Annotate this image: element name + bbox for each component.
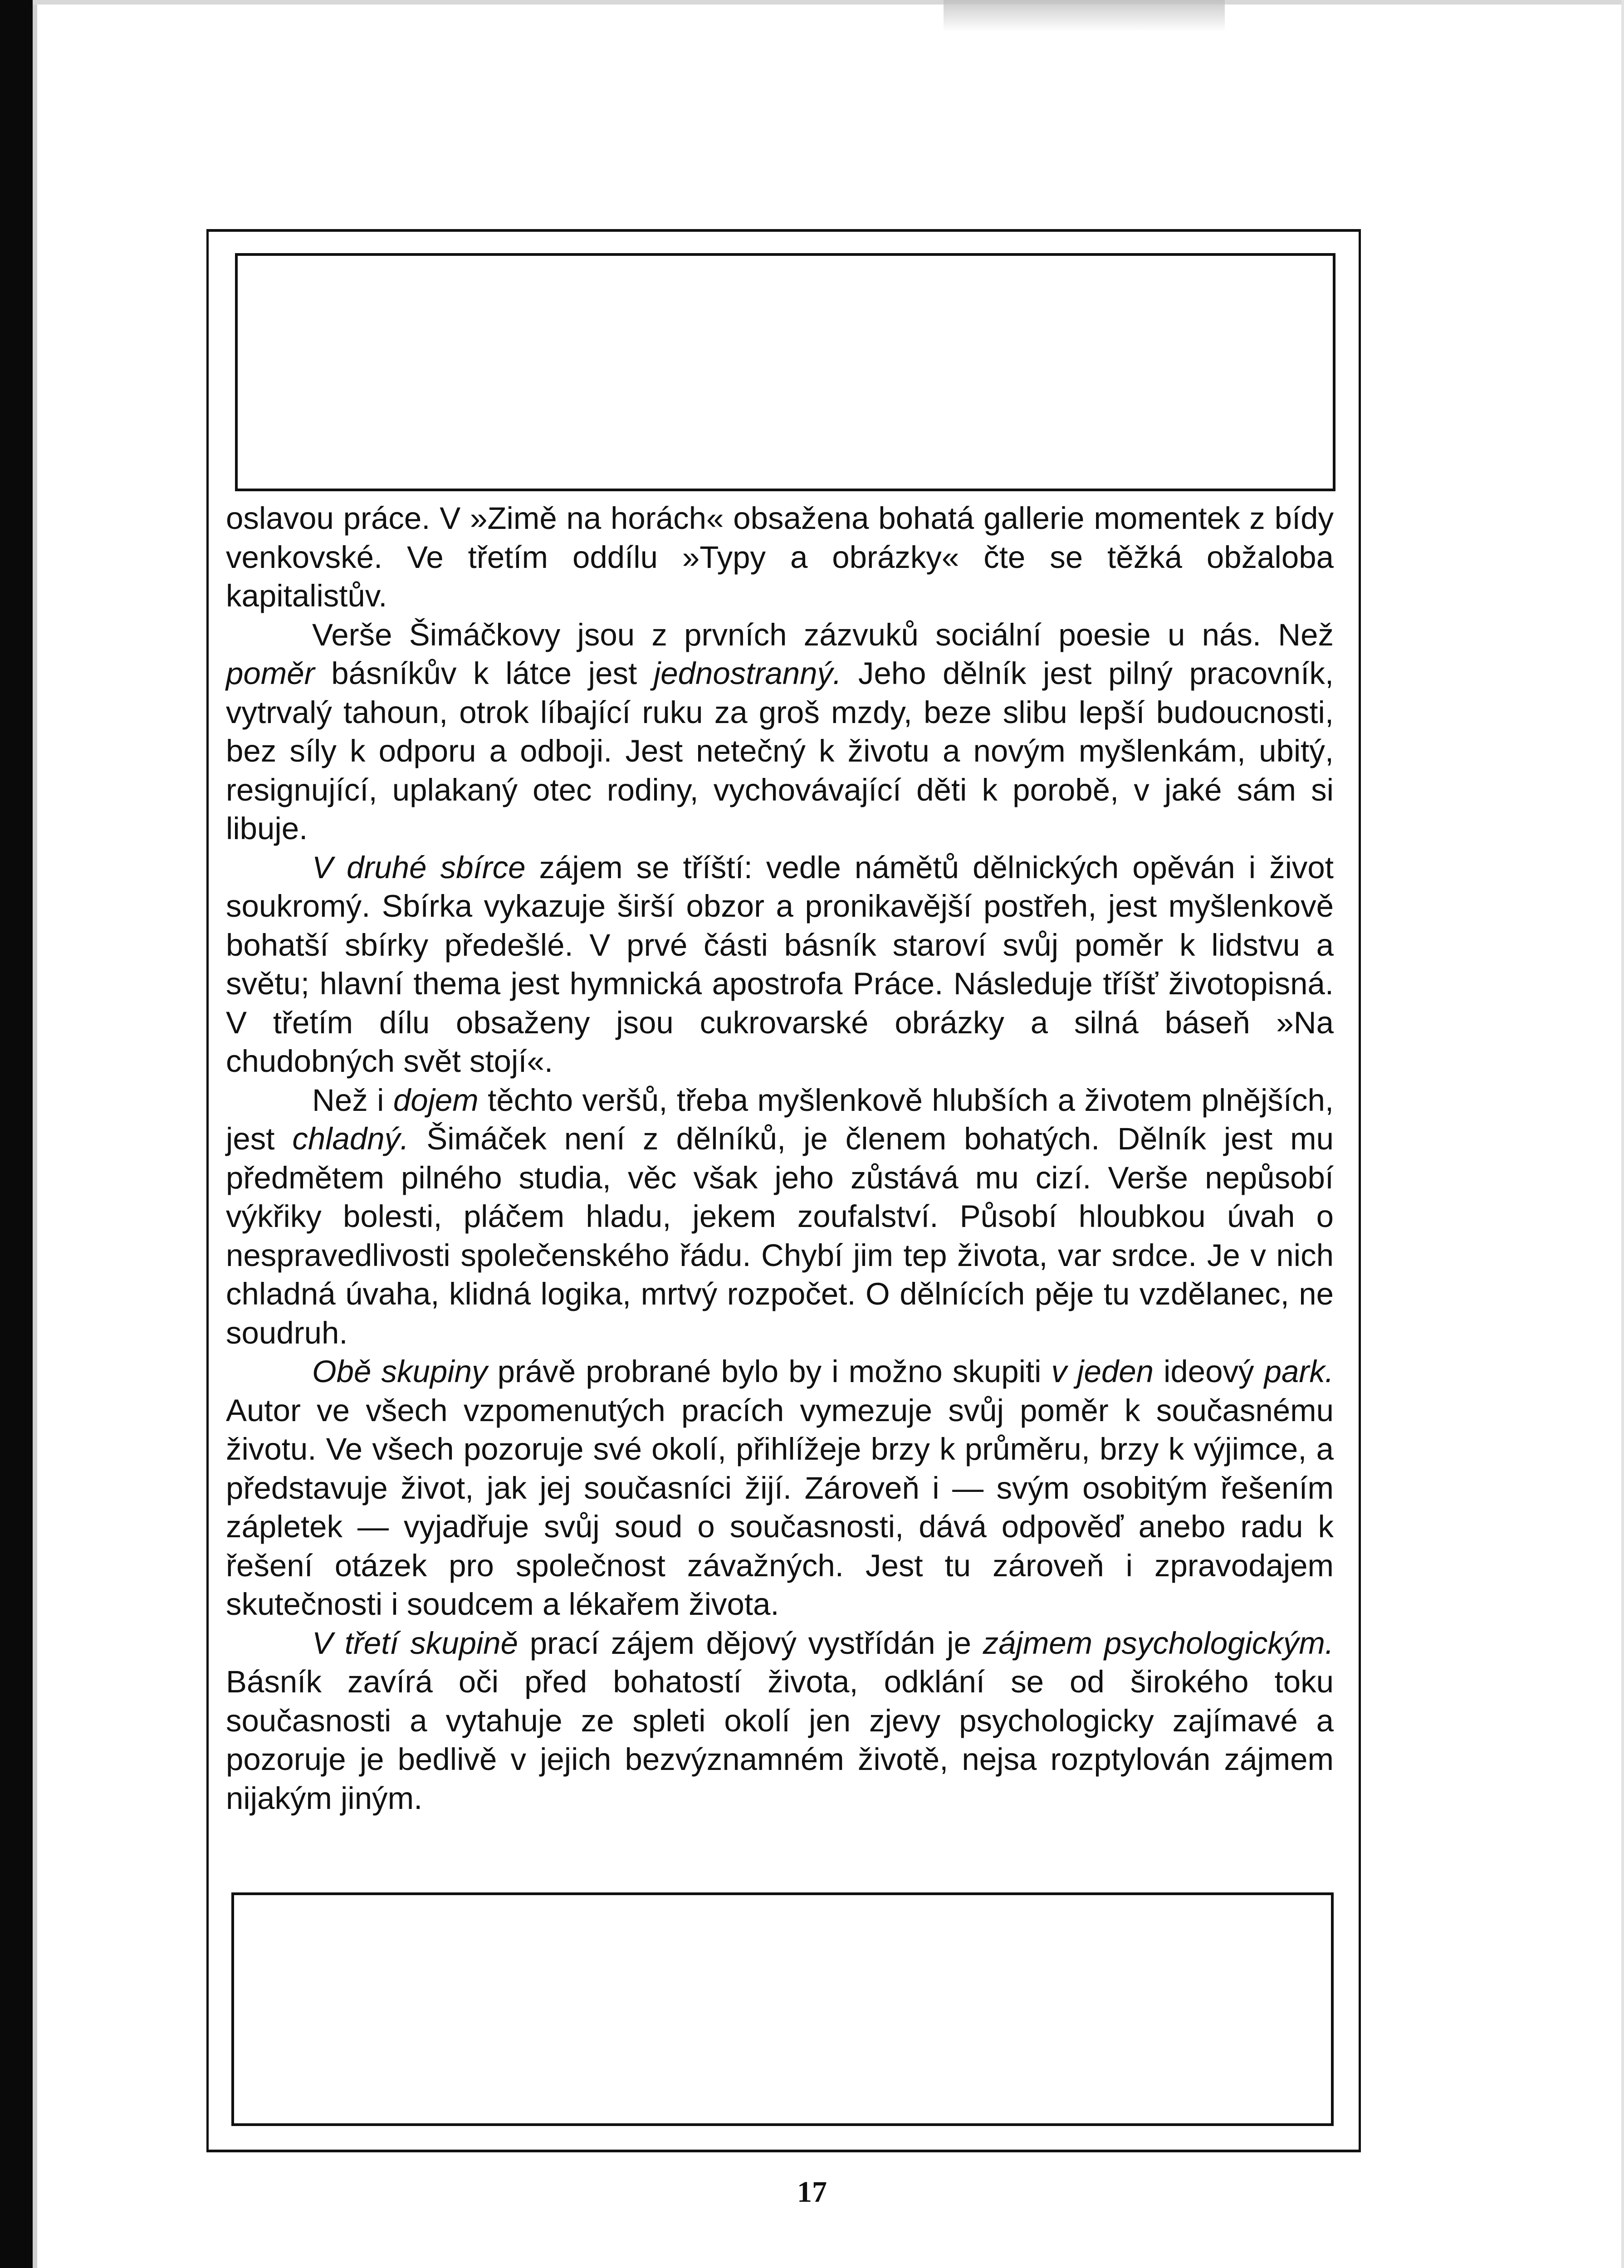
italic-phrase: Obě skupiny bbox=[312, 1354, 488, 1389]
italic-phrase: chladný. bbox=[292, 1121, 409, 1156]
paragraph bbox=[226, 499, 1334, 616]
paragraph bbox=[226, 848, 1334, 1081]
italic-phrase: dojem bbox=[393, 1082, 479, 1118]
top-ornament-box bbox=[235, 253, 1335, 491]
text-run: Než i bbox=[312, 1082, 393, 1118]
paragraph bbox=[226, 1081, 1334, 1353]
scan-top-smudge bbox=[944, 0, 1225, 32]
paragraph bbox=[226, 1352, 1334, 1624]
text-run: Básník zavírá oči před bohatostí života, odklání se od širokého toku současnosti a vytahuje ze spleti okolí jen zjevy psychologicky zajímavé a pozoruje je bedlivě v jejich bezvýznamném životě, nejsa rozptylován zájmem nijakým jiným. bbox=[226, 1664, 1334, 1816]
text-run: oslavou práce. V »Zimě na horách« obsažena bohatá gallerie momentek z bídy venkovské. Ve třetím oddílu »Typy a obrázky« čte se těžká obžaloba kapitalistův. bbox=[226, 501, 1334, 613]
text-run: právě probrané bylo by i možno skupiti bbox=[487, 1354, 1052, 1389]
italic-phrase: poměr bbox=[226, 656, 315, 691]
italic-phrase: zájmem psychologickým. bbox=[983, 1625, 1334, 1661]
text-run: prací zájem dějový vystřídán je bbox=[518, 1625, 983, 1661]
italic-phrase: v jeden bbox=[1051, 1354, 1154, 1389]
text-run: Šimáček není z dělníků, je členem bohatých. Dělník jest mu předmětem pilného studia, věc však jeho zůstává mu cizí. Verše nepůsobí výkřiky bolesti, pláčem hladu, jekem zoufalství. Působí hloubkou úvah o nespravedlivosti společenského řádu. Chybí jim tep života, var srdce. Je v nich chladná úvaha, klidná logika, mrtvý rozpočet. O dělnících pěje tu vzdělanec, ne soudruh. bbox=[226, 1121, 1334, 1350]
scan-left-shadow bbox=[33, 0, 37, 2268]
paragraph bbox=[226, 1624, 1334, 1818]
scan-right-edge bbox=[1621, 0, 1624, 2268]
italic-phrase: V druhé sbírce bbox=[312, 850, 526, 885]
text-run: těchto veršů, třeba myšlenkově hlubších a životem plnějších, jest bbox=[226, 1082, 1334, 1156]
text-run: Autor ve všech vzpomenutých pracích vymezuje svůj poměr k současnému životu. Ve všech pozoruje své okolí, přihlížeje brzy k průměru, brzy k výjimce, a představuje život, jak jej současníci žijí. Zároveň i — svým osobitým řešením zápletek — vyjadřuje svůj soud o současnosti, dává odpověď anebo radu k řešení otázek pro společnost závažných. Jest tu zároveň i zpravodajem skutečnosti i soudcem a lékařem života. bbox=[226, 1393, 1334, 1622]
paragraph bbox=[226, 616, 1334, 848]
text-run: básníkův k látce jest bbox=[314, 656, 654, 691]
text-run: ideový bbox=[1153, 1354, 1264, 1389]
italic-phrase: park. bbox=[1264, 1354, 1334, 1389]
page-number: 17 bbox=[797, 2175, 827, 2209]
body-text bbox=[226, 499, 1334, 1818]
scan-left-border bbox=[0, 0, 33, 2268]
text-run: zájem se tříští: vedle námětů dělnických opěván i život soukromý. Sbírka vykazuje širší obzor a pronikavější postřeh, jest myšlenkově bohatší sbírky předešlé. V prvé části básník staroví svůj poměr k lidstvu a světu; hlavní thema jest hymnická apostrofa Práce. Následuje tříšť životopisná. V třetím dílu obsaženy jsou cukrovarské obrázky a silná báseň »Na chudobných svět stojí«. bbox=[226, 850, 1334, 1079]
text-run: Verše Šimáčkovy jsou z prvních zázvuků sociální poesie u nás. Než bbox=[312, 617, 1334, 652]
italic-phrase: V třetí skupině bbox=[312, 1625, 519, 1661]
text-run: Jeho dělník jest pilný pracovník, vytrvalý tahoun, otrok líbající ruku za groš mzdy, beze slibu lepší budoucnosti, bez síly k odporu a odboji. Jest netečný k životu a novým myšlenkám, ubitý, resignující, uplakaný otec rodiny, vychovávající děti k porobě, v jaké sám si libuje. bbox=[226, 656, 1334, 846]
bottom-ornament-box bbox=[231, 1892, 1334, 2126]
italic-phrase: jednostranný. bbox=[653, 656, 842, 691]
scan-top-edge bbox=[33, 0, 1624, 5]
